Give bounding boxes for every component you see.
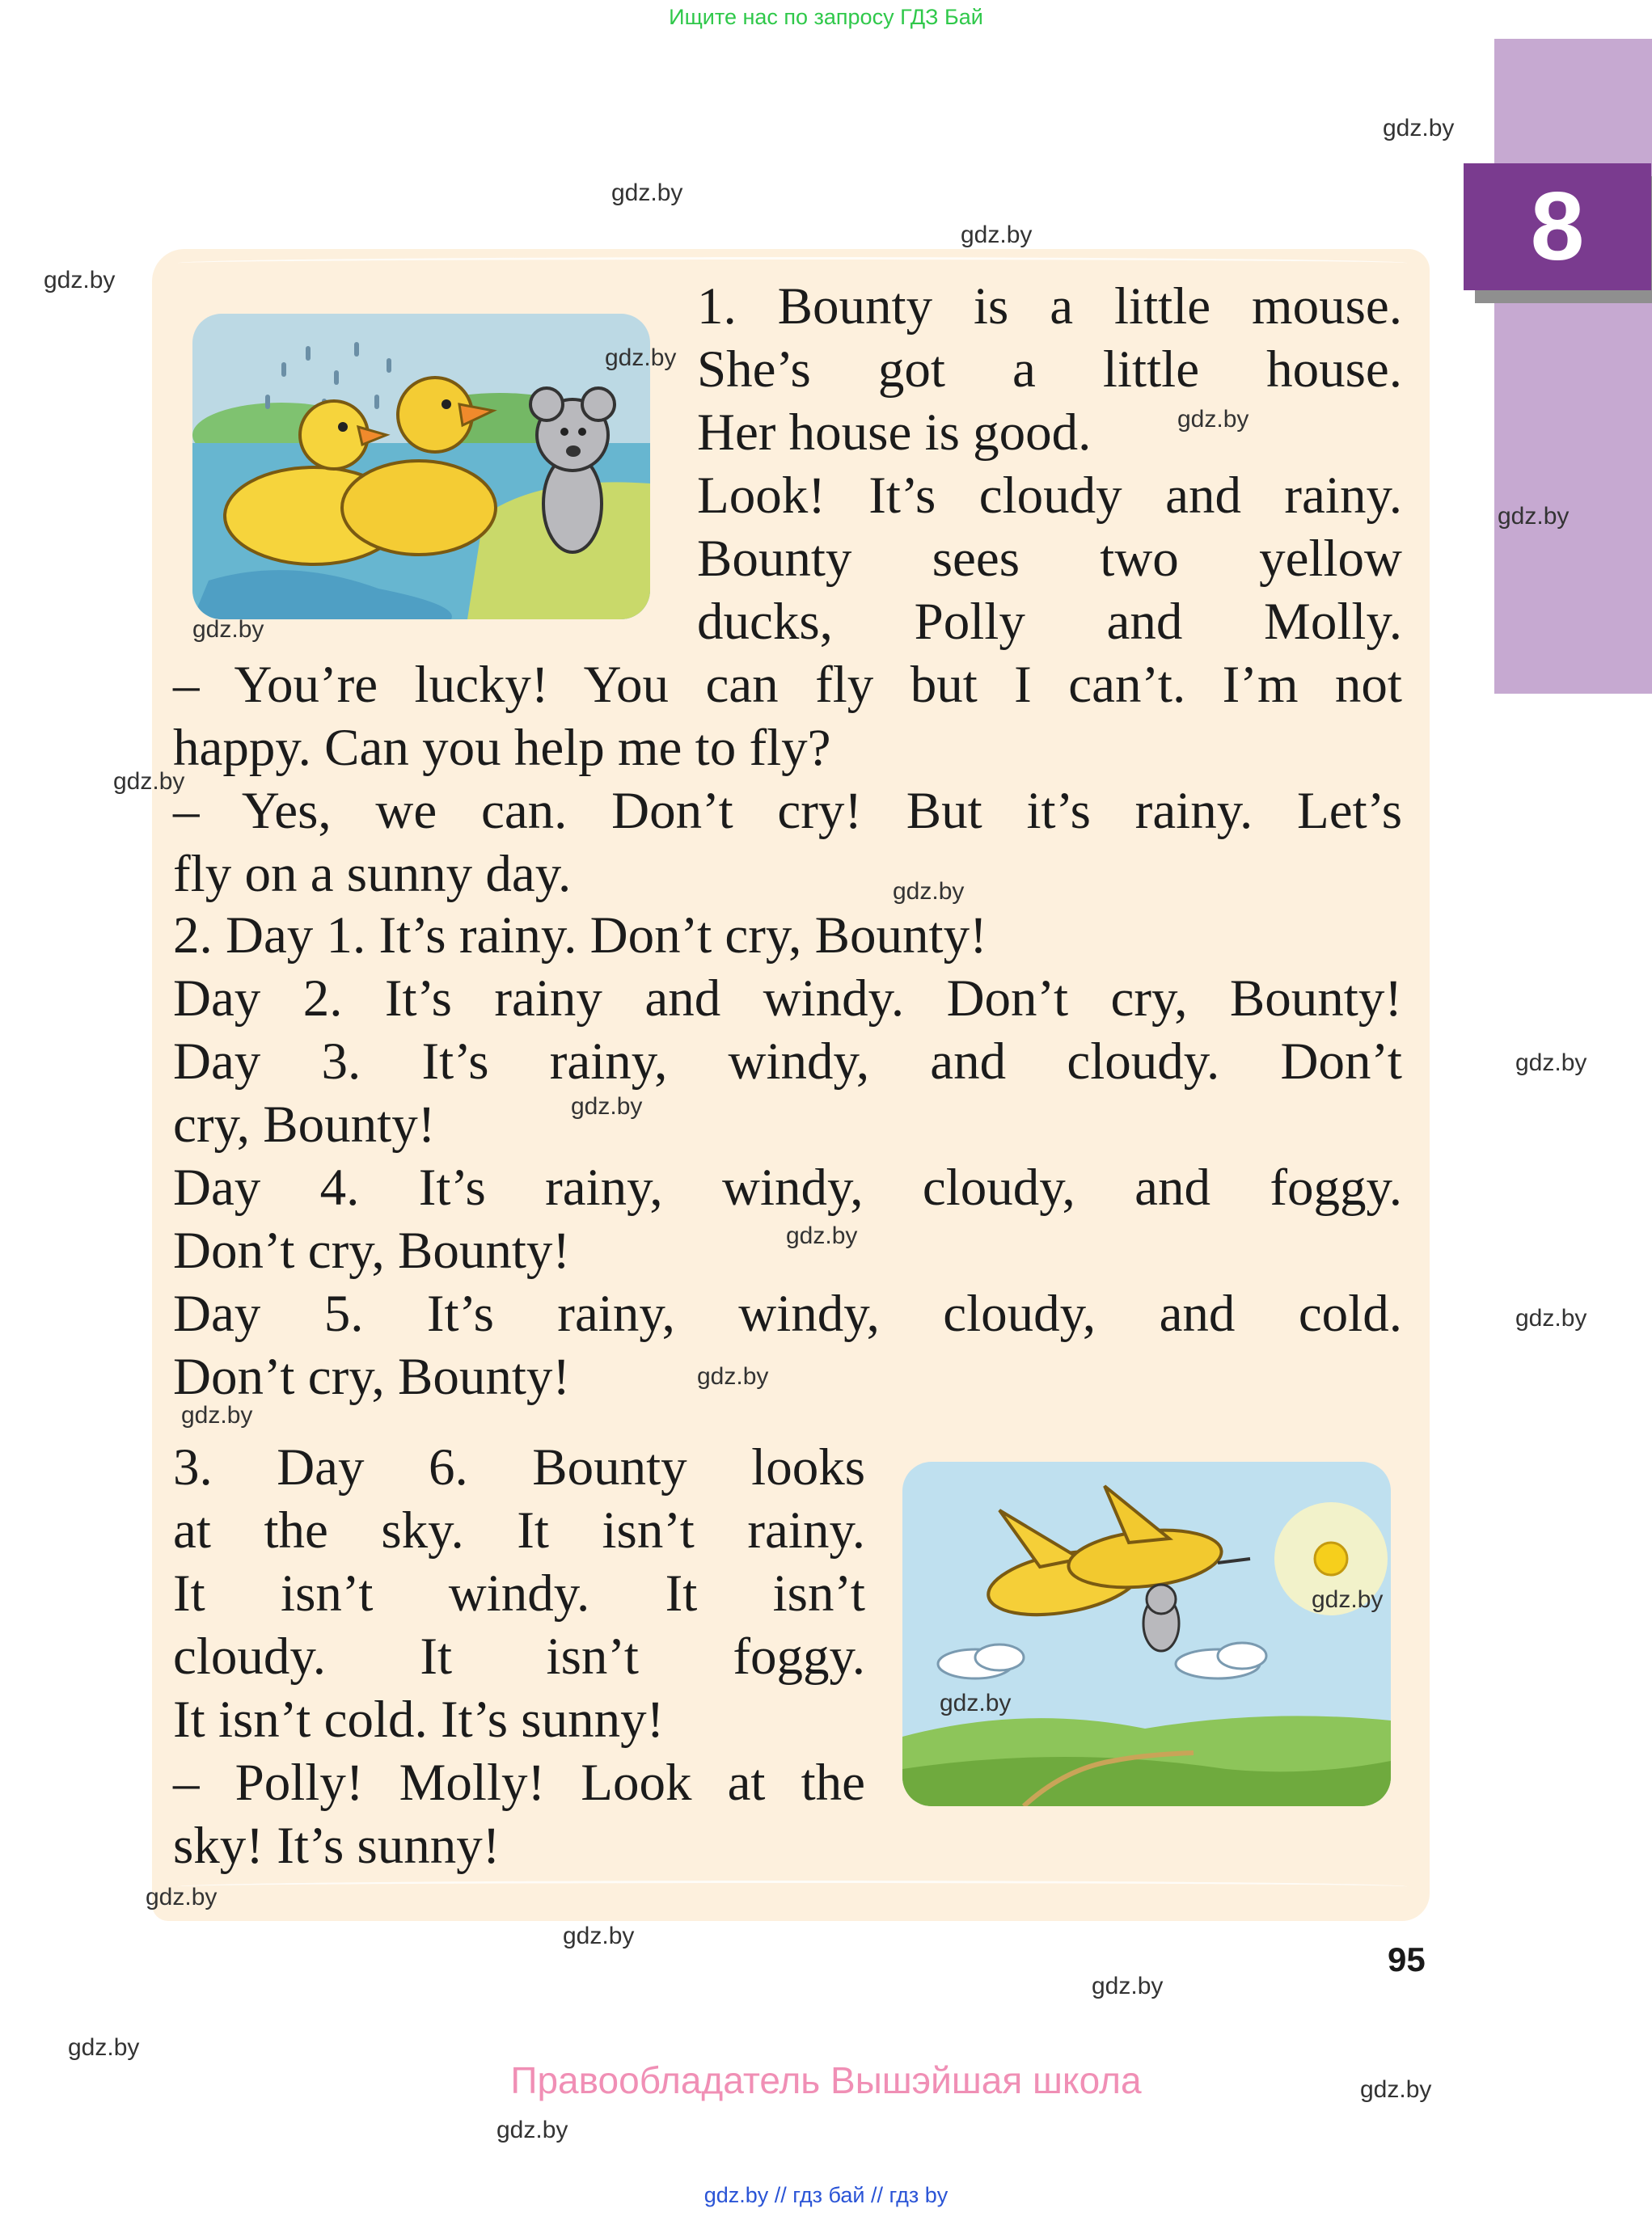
story-line: – You’re lucky! You can fly but I can’t. I’m not: [173, 656, 1402, 714]
watermark: gdz.by: [192, 616, 264, 643]
footer-links[interactable]: gdz.by // гдз бай // гдз by: [703, 2183, 949, 2207]
story-line: cry, Bounty!: [173, 1096, 436, 1154]
story-part-1: [697, 275, 1402, 653]
story-line: Look! It’s cloudy and rainy.: [697, 467, 1402, 525]
story-line: It isn’t windy. It isn’t: [173, 1564, 865, 1623]
watermark: gdz.by: [1360, 2076, 1432, 2103]
story-line: Her house is good.: [697, 403, 1092, 462]
watermark: gdz.by: [571, 1093, 643, 1120]
story-line: Day 4. It’s rainy, windy, cloudy, and foggy.: [173, 1159, 1402, 1217]
watermark: gdz.by: [1092, 1973, 1164, 1999]
story-line: 1. Bounty is a little mouse.: [697, 277, 1402, 336]
story-part-2: [173, 904, 1402, 1408]
story-line: 2. Day 1. It’s rainy. Don’t cry, Bounty!: [173, 906, 987, 965]
story-line: – Yes, we can. Don’t cry! But it’s rainy. Let’s: [173, 782, 1402, 840]
watermark: gdz.by: [1312, 1586, 1384, 1613]
story-line: Don’t cry, Bounty!: [173, 1222, 571, 1280]
page-number: 95: [1388, 1940, 1426, 1978]
watermark: gdz.by: [1515, 1049, 1587, 1076]
watermark: gdz.by: [563, 1923, 635, 1949]
story-line: cloudy. It isn’t foggy.: [173, 1628, 865, 1686]
watermark: gdz.by: [1383, 115, 1455, 141]
story-line: at the sky. It isn’t rainy.: [173, 1501, 865, 1560]
watermark: gdz.by: [1515, 1305, 1587, 1332]
story-line: Day 2. It’s rainy and windy. Don’t cry, Bounty!: [173, 969, 1402, 1028]
watermark: gdz.by: [961, 222, 1033, 248]
story-line: Bounty sees two yellow: [697, 530, 1402, 588]
story-line: – Polly! Molly! Look at the: [173, 1754, 865, 1812]
story-line: sky! It’s sunny!: [173, 1817, 501, 1875]
card-top-edge: [178, 257, 1407, 269]
story-line: Day 3. It’s rainy, windy, and cloudy. Don’t: [173, 1032, 1402, 1091]
top-banner: Ищите нас по запросу ГДЗ Бай: [669, 5, 983, 29]
watermark: gdz.by: [1177, 406, 1249, 433]
watermark: gdz.by: [181, 1402, 253, 1429]
watermark: gdz.by: [44, 267, 116, 293]
story-line: happy. Can you help me to fly?: [173, 719, 831, 777]
watermark: gdz.by: [611, 179, 683, 206]
story-line: She’s got a little house.: [697, 340, 1402, 399]
story-line: Day 5. It’s rainy, windy, cloudy, and cold.: [173, 1285, 1402, 1343]
story-part-1-dialog: [173, 653, 1402, 906]
ducks-and-mouse-illustration: [192, 314, 650, 619]
story-line: fly on a sunny day.: [173, 845, 572, 903]
watermark: gdz.by: [893, 878, 965, 905]
unit-number: 8: [1530, 172, 1585, 281]
story-line: Don’t cry, Bounty!: [173, 1348, 571, 1406]
card-bottom-edge: [178, 1881, 1407, 1893]
unit-side-tab: [1494, 39, 1652, 694]
watermark: gdz.by: [786, 1222, 858, 1249]
copyright-notice: Правообладатель Вышэйшая школа: [510, 2059, 1142, 2101]
unit-badge: [1464, 163, 1651, 290]
watermark: gdz.by: [697, 1363, 769, 1390]
watermark: gdz.by: [605, 344, 677, 371]
story-line: 3. Day 6. Bounty looks: [173, 1438, 865, 1497]
watermark: gdz.by: [1498, 503, 1570, 530]
story-line: ducks, Polly and Molly.: [697, 593, 1402, 651]
story-line: It isn’t cold. It’s sunny!: [173, 1691, 665, 1749]
watermark: gdz.by: [496, 2117, 568, 2143]
watermark: gdz.by: [113, 768, 185, 795]
story-part-3: [173, 1436, 865, 1877]
watermark: gdz.by: [68, 2034, 140, 2061]
watermark: gdz.by: [940, 1690, 1012, 1716]
watermark: gdz.by: [146, 1884, 218, 1910]
ducks-flying-illustration: [902, 1462, 1391, 1806]
